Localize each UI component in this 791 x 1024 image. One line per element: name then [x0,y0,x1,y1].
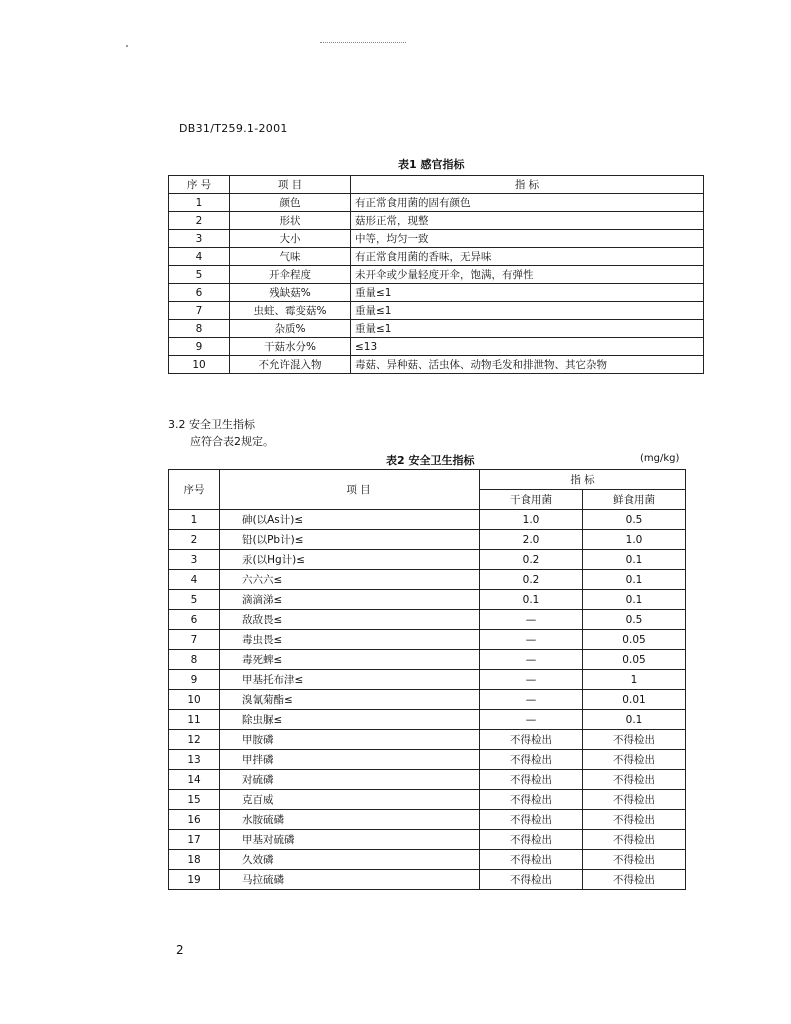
row-item: 克百威 [220,790,480,810]
table-row [169,690,686,710]
row-item: 敌敌畏≤ [220,610,480,630]
row-no: 5 [169,266,230,284]
row-item: 毒死蜱≤ [220,650,480,670]
row-item: 溴氰菊酯≤ [220,690,480,710]
row-item: 马拉硫磷 [220,870,480,890]
document-code: DB31/T259.1-2001 [179,122,288,135]
row-no: 10 [169,690,220,710]
section-body: 应符合表2规定。 [190,435,274,448]
row-item: 砷(以As计)≤ [220,510,480,530]
row-no: 5 [169,590,220,610]
row-item: 久效磷 [220,850,480,870]
table-row [169,230,704,248]
row-item: 大小 [230,230,351,248]
row-no: 15 [169,790,220,810]
row-fresh: 0.5 [583,510,686,530]
header-item: 项 目 [220,470,480,510]
header-no: 序号 [169,470,220,510]
table-header-row [169,176,704,194]
row-dry: 2.0 [480,530,583,550]
row-dry: 不得检出 [480,850,583,870]
section-heading: 3.2 安全卫生指标 [168,418,255,431]
row-no: 6 [169,284,230,302]
row-dry: 不得检出 [480,770,583,790]
row-no: 9 [169,338,230,356]
row-item: 不允许混入物 [230,356,351,374]
row-item: 杂质% [230,320,351,338]
table-row [169,710,686,730]
row-item: 汞(以Hg计)≤ [220,550,480,570]
row-spec: 重量≤1 [351,320,704,338]
table-row [169,870,686,890]
row-fresh: 0.01 [583,690,686,710]
row-spec: 重量≤1 [351,284,704,302]
table-row [169,570,686,590]
row-fresh: 0.1 [583,710,686,730]
row-no: 12 [169,730,220,750]
row-item: 干菇水分% [230,338,351,356]
table-row [169,610,686,630]
row-fresh: 不得检出 [583,850,686,870]
row-spec: 有正常食用菌的固有颜色 [351,194,704,212]
row-fresh: 不得检出 [583,790,686,810]
row-no: 19 [169,870,220,890]
row-spec: 菇形正常，现整 [351,212,704,230]
row-fresh: 0.05 [583,650,686,670]
header-no: 序 号 [169,176,230,194]
row-item: 开伞程度 [230,266,351,284]
row-item: 甲基对硫磷 [220,830,480,850]
row-dry: 不得检出 [480,830,583,850]
row-no: 14 [169,770,220,790]
table-row [169,670,686,690]
table-row [169,356,704,374]
row-dry: — [480,690,583,710]
row-no: 3 [169,550,220,570]
table-row [169,830,686,850]
table-row [169,530,686,550]
table-row [169,550,686,570]
row-dry: 不得检出 [480,870,583,890]
row-no: 10 [169,356,230,374]
row-no: 6 [169,610,220,630]
row-fresh: 不得检出 [583,730,686,750]
row-item: 甲拌磷 [220,750,480,770]
row-fresh: 不得检出 [583,830,686,850]
row-item: 除虫脲≤ [220,710,480,730]
table-row [169,810,686,830]
table-row [169,510,686,530]
row-dry: — [480,670,583,690]
row-item: 水胺硫磷 [220,810,480,830]
row-fresh: 不得检出 [583,770,686,790]
table1-caption: 表1 感官指标 [398,158,465,171]
row-no: 2 [169,212,230,230]
table-row [169,850,686,870]
table-row [169,750,686,770]
row-spec: 未开伞或少量轻度开伞，饱满，有弹性 [351,266,704,284]
row-no: 8 [169,650,220,670]
page-number: 2 [176,943,184,957]
row-fresh: 1.0 [583,530,686,550]
row-fresh: 不得检出 [583,870,686,890]
row-spec: 中等，均匀一致 [351,230,704,248]
row-no: 18 [169,850,220,870]
row-fresh: 不得检出 [583,810,686,830]
table-row [169,338,704,356]
row-dry: 0.2 [480,550,583,570]
row-spec: ≤13 [351,338,704,356]
row-item: 滴滴涕≤ [220,590,480,610]
row-fresh: 0.5 [583,610,686,630]
row-no: 1 [169,194,230,212]
row-dry: — [480,610,583,630]
sensory-index-table [168,175,704,374]
row-fresh: 不得检出 [583,750,686,770]
row-dry: 不得检出 [480,810,583,830]
row-item: 铅(以Pb计)≤ [220,530,480,550]
table-row [169,320,704,338]
row-item: 颜色 [230,194,351,212]
row-no: 4 [169,248,230,266]
row-fresh: 0.1 [583,570,686,590]
header-group: 指 标 [480,470,686,490]
table-row [169,248,704,266]
row-item: 对硫磷 [220,770,480,790]
header-dry: 干食用菌 [480,490,583,510]
row-no: 8 [169,320,230,338]
row-dry: — [480,630,583,650]
row-dry: — [480,650,583,670]
row-dry: 不得检出 [480,790,583,810]
row-item: 气味 [230,248,351,266]
header-fresh: 鲜食用菌 [583,490,686,510]
row-item: 毒虫畏≤ [220,630,480,650]
row-dry: 1.0 [480,510,583,530]
row-fresh: 1 [583,670,686,690]
row-no: 17 [169,830,220,850]
header-item: 项 目 [230,176,351,194]
row-item: 残缺菇% [230,284,351,302]
table2-caption: 表2 安全卫生指标 [386,454,475,467]
row-dry: 不得检出 [480,730,583,750]
table-row [169,284,704,302]
table-row [169,302,704,320]
table-header-row [169,470,686,490]
table-row [169,770,686,790]
table-row [169,212,704,230]
row-fresh: 0.1 [583,550,686,570]
safety-index-table [168,469,686,890]
row-dry: 不得检出 [480,750,583,770]
row-no: 7 [169,630,220,650]
header-spec: 指 标 [351,176,704,194]
scan-artifact [126,45,128,47]
row-spec: 重量≤1 [351,302,704,320]
row-spec: 有正常食用菌的香味，无异味 [351,248,704,266]
row-fresh: 0.1 [583,590,686,610]
table-row [169,266,704,284]
row-no: 11 [169,710,220,730]
table-row [169,194,704,212]
row-no: 13 [169,750,220,770]
table-row [169,630,686,650]
table-row [169,730,686,750]
row-no: 3 [169,230,230,248]
row-no: 16 [169,810,220,830]
row-dry: 0.1 [480,590,583,610]
table2-unit: (mg/kg) [640,453,680,464]
row-item: 甲胺磷 [220,730,480,750]
row-item: 六六六≤ [220,570,480,590]
row-item: 形状 [230,212,351,230]
row-no: 1 [169,510,220,530]
row-no: 7 [169,302,230,320]
table-row [169,790,686,810]
scan-artifact-line [320,42,406,43]
row-dry: — [480,710,583,730]
row-no: 2 [169,530,220,550]
row-spec: 毒菇、异种菇、活虫体、动物毛发和排泄物、其它杂物 [351,356,704,374]
row-no: 9 [169,670,220,690]
row-dry: 0.2 [480,570,583,590]
table-row [169,590,686,610]
row-fresh: 0.05 [583,630,686,650]
row-no: 4 [169,570,220,590]
row-item: 甲基托布津≤ [220,670,480,690]
row-item: 虫蛀、霉变菇% [230,302,351,320]
table-row [169,650,686,670]
